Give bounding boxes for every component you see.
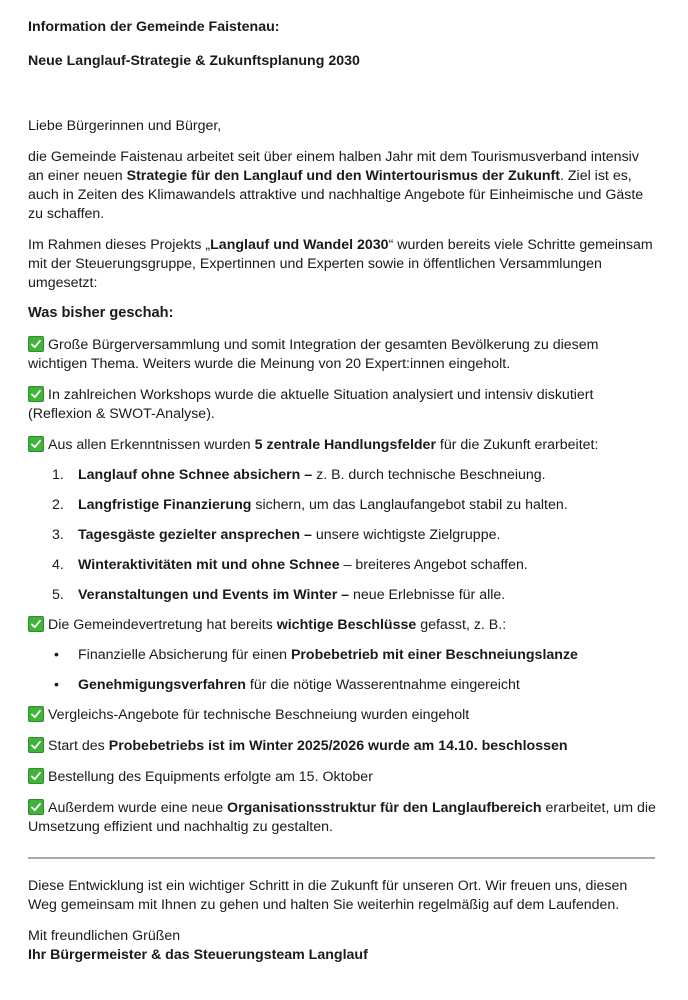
- list-item: • Genehmigungsverfahren für die nötige Wasserentnahme eingereicht: [54, 677, 520, 693]
- header-title: Information der Gemeinde Faistenau:: [28, 19, 280, 35]
- check-item-offers: Vergleichs-Angebote für technische Beschneiung wurden eingeholt: [28, 706, 658, 725]
- signoff-greeting: Mit freundlichen Grüßen: [28, 928, 181, 944]
- check-item-fields: Aus allen Erkenntnissen wurden 5 zentrale Handlungsfelder für die Zukunft erarbeitet:: [28, 436, 658, 455]
- divider: [28, 857, 655, 859]
- signoff: [28, 927, 658, 965]
- intro-paragraph-2: Im Rahmen dieses Projekts „Langlauf und Wandel 2030“ wurden bereits viele Schritte gemeinsam mit der Steuerungsgruppe, Expertinnen und Experten sowie in öffentlichen Versammlungen umgesetzt:: [28, 237, 653, 291]
- check-item-assembly: Große Bürgerversammlung und somit Integration der gesamten Bevölkerung zu diesem wichtigen Thema. Weiters wurde die Meinung von 20 Expert:innen eingeholt.: [28, 337, 599, 372]
- check-item-decisions: Die Gemeindevertretung hat bereits wichtige Beschlüsse gefasst, z. B.:: [28, 616, 658, 635]
- checkmark-icon: [28, 436, 44, 452]
- checkmark-icon: [28, 706, 44, 722]
- check-item-organisation: Außerdem wurde eine neue Organisationsstruktur für den Langlaufbereich erarbeitet, um die Umsetzung effizient und nachhaltig zu gestalten.: [28, 800, 656, 835]
- checkmark-icon: [28, 768, 44, 784]
- list-item: 2. Langfristige Finanzierung sichern, um das Langlaufangebot stabil zu halten.: [52, 497, 568, 513]
- checkmark-icon: [28, 799, 44, 815]
- intro-paragraph-1: die Gemeinde Faistenau arbeitet seit über einem halben Jahr mit dem Tourismusverband intensiv an einer neuen Strategie für den Langlauf und den Wintertourismus der Zukunft. Ziel ist es, auch in Zeiten des Klimawandels attraktive und nachhaltige Angebote für Einheimische und Gäste zu schaffen.: [28, 149, 644, 222]
- list-item: • Finanzielle Absicherung für einen Probebetrieb mit einer Beschneiungslanze: [54, 647, 578, 663]
- check-item-trial-start: Start des Probebetriebs ist im Winter 2025/2026 wurde am 14.10. beschlossen: [28, 737, 658, 756]
- check-item-equipment: Bestellung des Equipments erfolgte am 15. Oktober: [28, 768, 658, 787]
- decisions-list: [28, 646, 658, 695]
- checkmark-icon: [28, 737, 44, 753]
- header-subtitle: Neue Langlauf-Strategie & Zukunftsplanung 2030: [28, 53, 360, 69]
- checkmark-icon: [28, 616, 44, 632]
- bullet-icon: •: [54, 677, 59, 693]
- bullet-icon: •: [54, 647, 59, 663]
- section-title: Was bisher geschah:: [28, 305, 174, 321]
- list-item: 4. Winteraktivitäten mit und ohne Schnee – breiteres Angebot schaffen.: [52, 557, 528, 573]
- greeting: Liebe Bürgerinnen und Bürger,: [28, 118, 222, 134]
- check-item-workshops: In zahlreichen Workshops wurde die aktuelle Situation analysiert und intensiv diskutiert (Reflexion & SWOT-Analyse).: [28, 387, 594, 422]
- signoff-signature: Ihr Bürgermeister & das Steuerungsteam Langlauf: [28, 947, 368, 963]
- checkmark-icon: [28, 336, 44, 352]
- list-item: 5. Veranstaltungen und Events im Winter – neue Erlebnisse für alle.: [52, 587, 506, 603]
- closing-paragraph: Diese Entwicklung ist ein wichtiger Schritt in die Zukunft für unseren Ort. Wir freuen uns, diesen Weg gemeinsam mit Ihnen zu gehen und halten Sie weiterhin regelmäßig auf dem Laufenden.: [28, 878, 628, 913]
- action-fields-list: [28, 466, 658, 605]
- list-item: 1. Langlauf ohne Schnee absichern – z. B. durch technische Beschneiung.: [52, 467, 546, 483]
- list-item: 3. Tagesgäste gezielter ansprechen – unsere wichtigste Zielgruppe.: [52, 527, 501, 543]
- checkmark-icon: [28, 386, 44, 402]
